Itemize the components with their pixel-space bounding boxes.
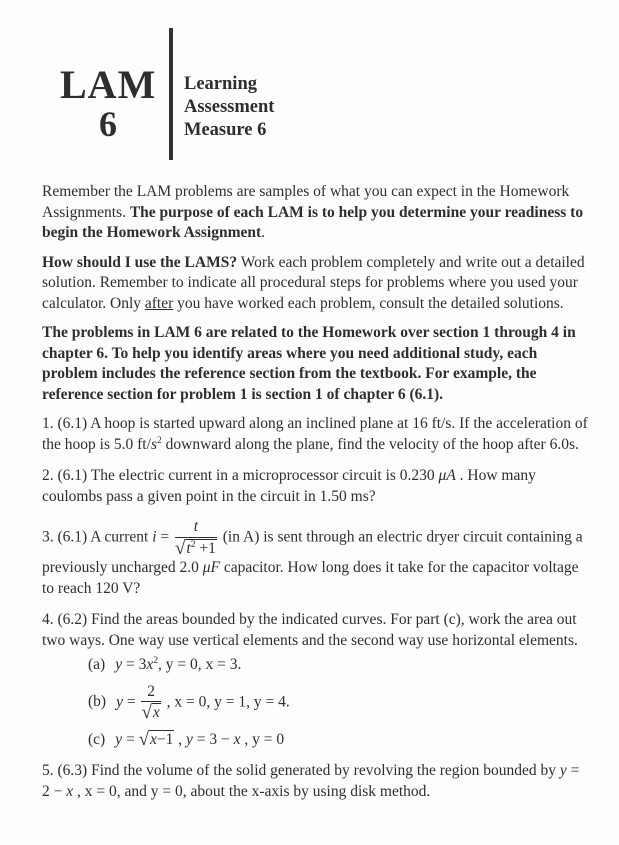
p4b-tail: , x = 0, y = 1, y = 4. [162, 693, 290, 711]
title-line-1: Learning [184, 74, 257, 94]
p4c-t2: , [174, 730, 186, 748]
intro-bold-text: The purpose of each LAM is to help you determine your readiness to begin the Homework Assignment [42, 203, 584, 241]
lam-number: 6 [99, 104, 117, 144]
p4c-radical [138, 728, 175, 750]
p4a-label: (a) [88, 656, 106, 674]
usage-lead: How should I use the LAMS? [42, 253, 238, 271]
p3-equals: = [156, 528, 174, 546]
p4c-label: (c) [88, 730, 106, 748]
p5-post: , x = 0, and y = 0, about the x-axis by using disk method. [73, 782, 431, 800]
p2-text: 2. (6.1) The electric current in a microprocessor circuit is 0.230 [42, 467, 439, 484]
p4b-fraction-numerator: 2 [141, 683, 160, 703]
p4b-var-y: y [116, 693, 123, 711]
p1-var: s [150, 435, 157, 453]
header-divider [169, 28, 173, 160]
p1-post: downward along the plane, find the velocity of the hoop after 6.0s. [161, 435, 579, 453]
p4b-fraction-denominator [141, 702, 160, 723]
problem-2 [42, 466, 589, 507]
p4c-radicand: x−1 [149, 730, 174, 748]
p4c-t3: = 3 − [192, 730, 234, 748]
usage-underlined-word: after [144, 294, 174, 312]
intro-tail: . [261, 224, 266, 241]
p5-t1: = 2 − [42, 762, 580, 800]
p4a-var-y: y [115, 656, 123, 674]
p4b-fraction [141, 683, 160, 723]
title-line-3: Measure 6 [184, 120, 267, 140]
p3-var: i [152, 528, 157, 546]
p3-mid: (in A) is sent through an electric dryer circuit containing a previously uncharged 2.0 [42, 528, 583, 577]
p1-text: 1. (6.1) A hoop is started upward along an inclined plane at 16 ft/s. If the acceleration of the hoop is 5.0 ft/ [42, 415, 588, 453]
p4b-radicand: x [152, 704, 160, 722]
title-line-2: Assessment [184, 97, 275, 117]
problem-4c [88, 730, 589, 751]
p4b-text: = [122, 693, 140, 711]
p4c-var-x2: x [233, 730, 241, 748]
problem-1 [42, 414, 589, 455]
radical-sign: √ [138, 728, 149, 750]
intro-paragraph [42, 182, 589, 244]
problem-4a [88, 655, 589, 676]
p4c-t4: , y = 0 [240, 730, 285, 748]
p3-post: capacitor. How long does it take for the capacitor voltage to reach 120 V? [42, 559, 579, 597]
p2-unit: μA [438, 467, 456, 484]
p5-var-y: y [559, 762, 567, 780]
p4a-tail: , y = 0, x = 3. [158, 656, 242, 674]
p5-text: 5. (6.3) Find the volume of the solid generated by revolving the region bounded by [42, 762, 560, 780]
p4c-var-y: y [115, 730, 123, 748]
usage-paragraph [42, 253, 589, 315]
usage-mid: Work each problem completely and write out a detailed solution. Remember to indicate all procedural steps for problems where you used your calculator. Only [42, 253, 585, 312]
problem-4: 4. (6.2) Find the areas bounded by the indicated curves. For part (c), work the area out two ways. One way use vertical elements and the second way use horizontal elements. [42, 611, 578, 649]
p3-radicand: $t^2 +1$ [186, 538, 216, 557]
p4a-exponent: 2 [153, 655, 159, 667]
p3-text: 3. (6.1) A current [42, 528, 153, 546]
lam-title [184, 28, 274, 160]
problem-5 [42, 761, 589, 802]
radical-sign: √ [141, 702, 152, 724]
p3-fraction-denominator [175, 538, 217, 559]
p3-fraction [175, 518, 217, 558]
p4c-text: = [122, 730, 139, 748]
p4a-text: = 3 [122, 656, 147, 674]
lam-logo [60, 28, 156, 160]
intro-text: Remember the LAM problems are samples of what you can expect in the Homework Assignments. [42, 183, 570, 221]
problem-3 [42, 518, 589, 599]
p4b-label: (b) [88, 693, 107, 711]
p2-post: . How many coulombs pass a given point in the circuit in 1.50 ms? [42, 467, 536, 505]
p4c-var-y2: y [186, 730, 193, 748]
p3-fraction-numerator: t [175, 518, 217, 538]
related-paragraph: The problems in LAM 6 are related to the Homework over section 1 through 4 in chapter 6. To help you identify areas where you need additional study, each problem includes the reference section from the textbook. For example, the reference section for problem 1 is section 1 of chapter 6 (6.1). [42, 324, 576, 403]
problem-4b [88, 683, 589, 723]
lam-acronym: LAM [60, 62, 157, 107]
radical-sign: √ [175, 537, 186, 559]
p3-unit: μF [202, 559, 220, 577]
usage-rest: you have worked each problem, consult the detailed solutions. [173, 294, 564, 312]
p5-var-x: x [66, 782, 74, 800]
p3-rad-exponent: 2 [190, 538, 196, 550]
lam-header [60, 28, 589, 160]
p4a-var-x: x [146, 656, 154, 674]
p1-exponent: 2 [156, 434, 162, 446]
